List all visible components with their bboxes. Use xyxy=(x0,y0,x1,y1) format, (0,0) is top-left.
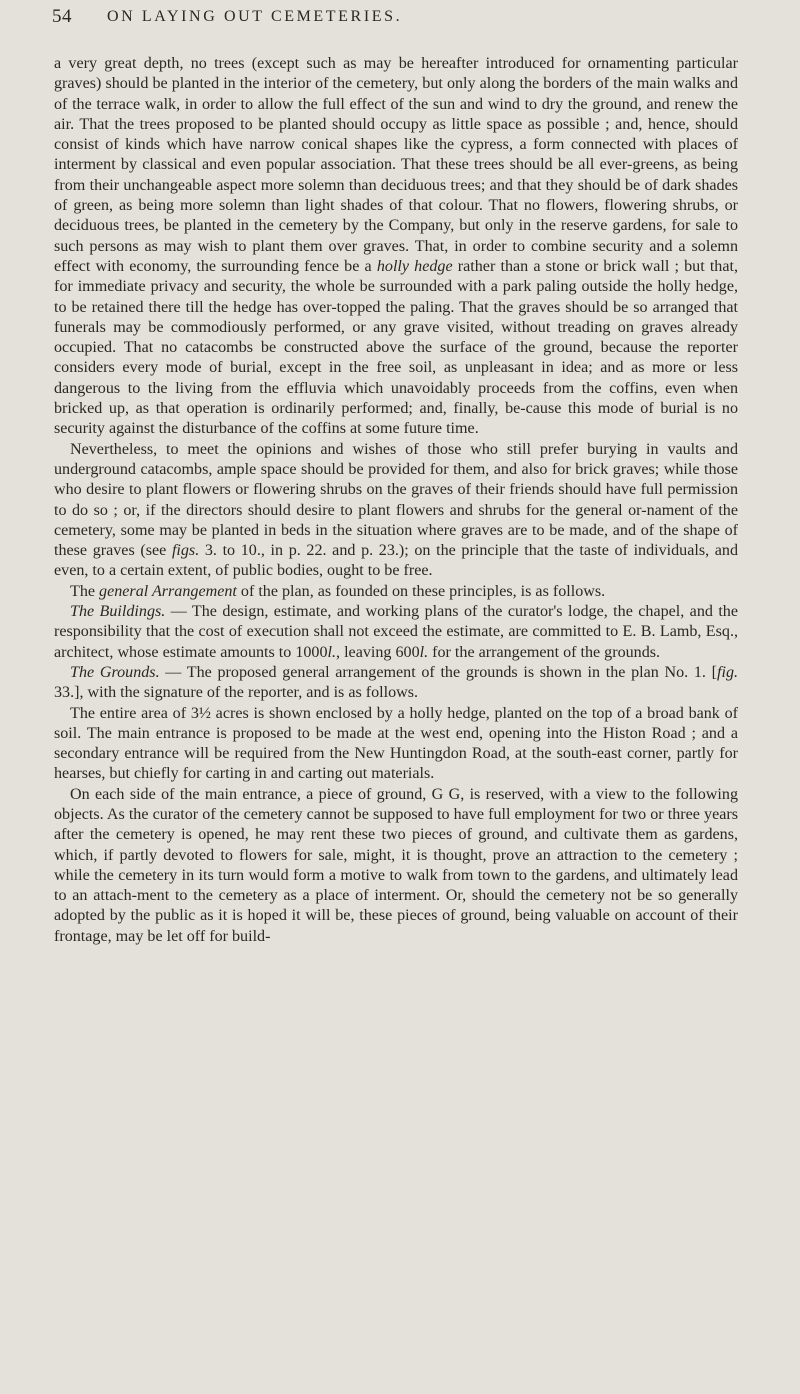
text-run: On each side of the main entrance, a piece of ground, G G, is reserved, with a view to the following objects. As the curator of the cemetery cannot be supposed to have full employment for two or three years after the cemetery is opened, he may rent these two pieces of ground, and cultivate them as gardens, which, if partly devoted to flowers for sale, might, it is thought, prove an attraction to the cemetery ; while the cemetery in its turn would form a motive to walk from town to the gardens, and ultimately lead to an attach-ment to the cemetery as a place of interment. Or, should the cemetery not be so generally adopted by the public as it is hoped it will be, these pieces of ground, being valuable on account of their frontage, may be let off for build- xyxy=(54,785,738,945)
text-run: for the arrangement of the grounds. xyxy=(428,643,661,661)
italic-text: The Buildings. xyxy=(70,603,166,621)
italic-text: holly hedge xyxy=(376,257,453,275)
paragraph xyxy=(54,663,738,704)
running-head: ON LAYING OUT CEMETERIES. xyxy=(107,8,403,25)
paragraph xyxy=(54,54,738,440)
paragraph xyxy=(54,440,738,582)
text-run: The entire area of 3½ acres is shown enclosed by a holly hedge, planted on the top of a broad bank of soil. The main entrance is proposed to be made at the west end, opening into the Histon Road ; and a secondary entrance will be required from the New Huntingdon Road, at the south-east corner, partly for hearses, but chiefly for carting in and carting out materials. xyxy=(54,704,738,783)
italic-text: general Arrangement xyxy=(99,582,237,600)
paragraph xyxy=(54,582,738,602)
text-run: The xyxy=(70,582,100,600)
text-run: a very great depth, no trees (except such as may be hereafter introduced for ornamenting particular graves) should be planted in the interior of the cemetery, but only along the borders of the main walks and of the terrace walk, in order to allow the full effect of the sun and wind to dry the ground, and renew the air. That the trees proposed to be planted should occupy as little space as possible ; and, hence, should consist of kinds which have narrow conical shapes like the cypress, a form connected with places of interment by classical and even popular association. That these trees should be all ever-greens, as being from their unchangeable aspect more solemn than deciduous trees; and that they should be of dark shades of green, as being more solemn than light shades of that colour. That no flowers, flowering shrubs, or deciduous trees, be planted in the cemetery by the Company, but only in the reserve gardens, for sale to such persons as may wish to plant them over graves. That, in order to combine security and a solemn effect with economy, the surrounding fence be a xyxy=(54,55,738,275)
text-run: , leaving 600 xyxy=(336,643,420,661)
body-text xyxy=(54,54,738,947)
text-run: — The proposed general arrangement of the grounds is shown in the plan No. 1. [ xyxy=(159,663,717,681)
paragraph xyxy=(54,602,738,663)
text-run: 3. to 10., in p. 22. and p. 23.); on the principle that the taste of individuals, and even, to a certain extent, of public bodies, ought to be free. xyxy=(54,542,739,580)
text-run: Nevertheless, to meet the opinions and wishes of those who still prefer burying in vaults and underground catacombs, ample space should be provided for them, and also for brick graves; while those who desire to plant flowers or flowering shrubs on the graves of their friends should have full permission to do so ; or, if the directors should desire to plant flowers and shrubs for the general or-nament of the cemetery, some may be planted in beds in the situation where graves are to be made, and of the shape of these graves (see xyxy=(54,440,738,560)
paragraph xyxy=(54,785,738,947)
text-run: rather than a stone or brick wall ; but that, for immediate privacy and security, the whole be surrounded with a park paling outside the holly hedge, to be retained there till the hedge has over-topped the paling. That the graves should be so arranged that funerals may be commodiously performed, or any grave visited, without treading on graves already occupied. That no catacombs be constructed above the surface of the ground, because the reporter considers every mode of burial, except in the free soil, as unpleasant in idea; and as more or less dangerous to the living from the effluvia which unavoidably proceeds from the coffins, even when bricked up, as that operation is ordinarily performed; and, finally, be-cause this mode of burial is no security against the disturbance of the coffins at some future time. xyxy=(54,257,738,438)
text-run: — The design, estimate, and working plans of the curator's lodge, the chapel, and the responsibility that the cost of execution shall not exceed the estimate, are committed to E. B. Lamb, Esq., architect, whose estimate amounts to 1000 xyxy=(54,603,738,661)
italic-text: l. xyxy=(327,643,337,661)
italic-text: l. xyxy=(419,643,429,661)
page-header xyxy=(52,6,732,36)
text-run: 33.], with the signature of the reporter, and is as follows. xyxy=(54,684,419,702)
italic-text: figs. xyxy=(171,542,200,560)
italic-text: The Grounds. xyxy=(70,663,160,681)
paragraph xyxy=(54,704,738,785)
italic-text: fig. xyxy=(717,663,739,681)
text-run: of the plan, as founded on these principles, is as follows. xyxy=(236,582,606,600)
page-number: 54 xyxy=(52,6,72,27)
